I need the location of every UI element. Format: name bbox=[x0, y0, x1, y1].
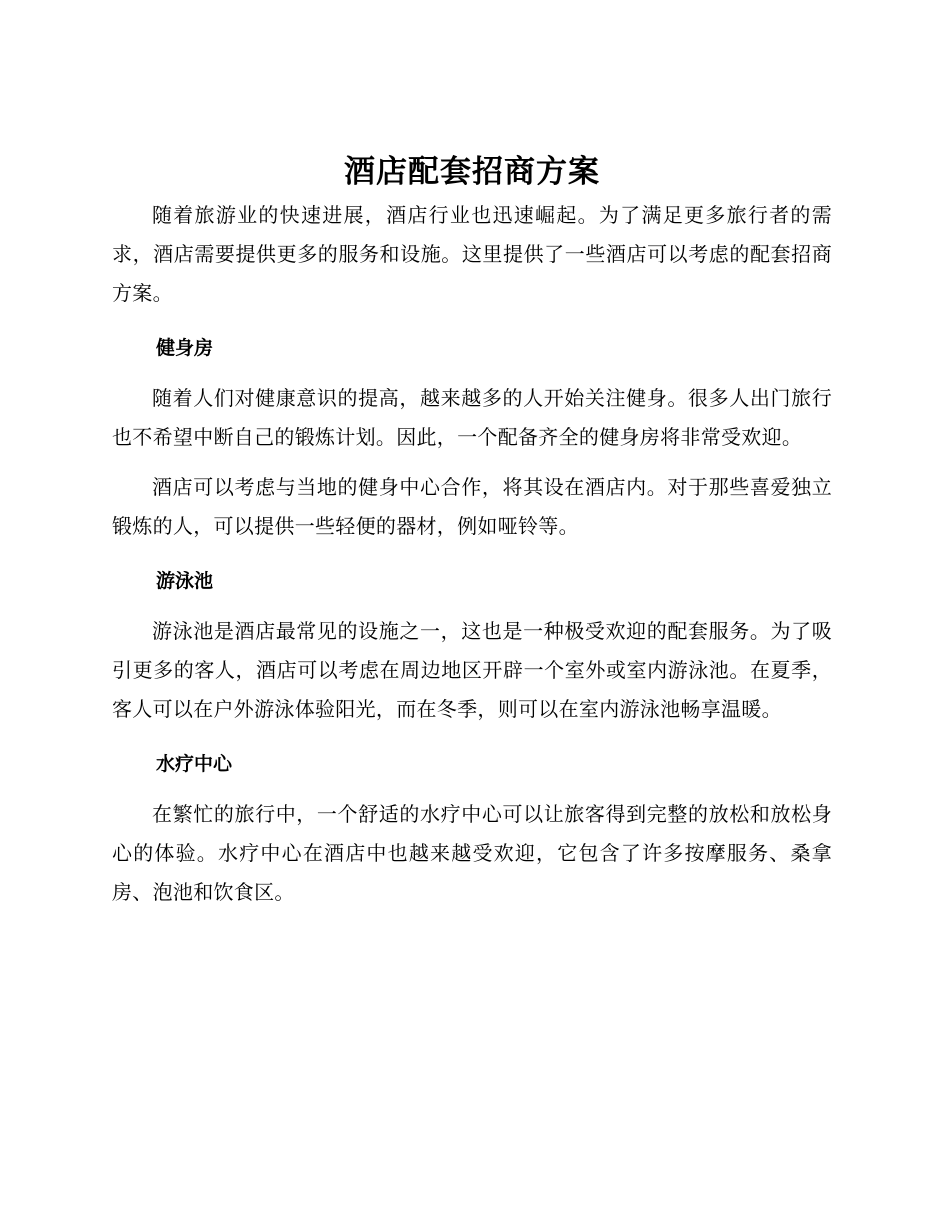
gym-paragraph-1: 随着人们对健康意识的提高，越来越多的人开始关注健身。很多人出门旅行也不希望中断自己的锻炼计划。因此，一个配备齐全的健身房将非常受欢迎。 bbox=[112, 386, 832, 449]
intro-paragraph: 随着旅游业的快速进展，酒店行业也迅速崛起。为了满足更多旅行者的需求，酒店需要提供更多的服务和设施。这里提供了一些酒店可以考虑的配套招商方案。 bbox=[112, 203, 832, 305]
section-heading-gym: 健身房 bbox=[156, 337, 214, 359]
pool-paragraph-1: 游泳池是酒店最常见的设施之一，这也是一种极受欢迎的配套服务。为了吸引更多的客人，酒店可以考虑在周边地区开辟一个室外或室内游泳池。在夏季，客人可以在户外游泳体验阳光，而在冬季，则可以在室内游泳池畅享温暖。 bbox=[112, 619, 832, 721]
document-title: 酒店配套招商方案 bbox=[344, 154, 600, 190]
section-heading-pool: 游泳池 bbox=[156, 570, 214, 592]
gym-paragraph-2: 酒店可以考虑与当地的健身中心合作，将其设在酒店内。对于那些喜爱独立锻炼的人，可以提供一些轻便的器材，例如哑铃等。 bbox=[112, 475, 832, 538]
section-heading-spa: 水疗中心 bbox=[156, 753, 233, 775]
spa-paragraph-1: 在繁忙的旅行中，一个舒适的水疗中心可以让旅客得到完整的放松和放松身心的体验。水疗中心在酒店中也越来越受欢迎，它包含了许多按摩服务、桑拿房、泡池和饮食区。 bbox=[112, 802, 832, 904]
